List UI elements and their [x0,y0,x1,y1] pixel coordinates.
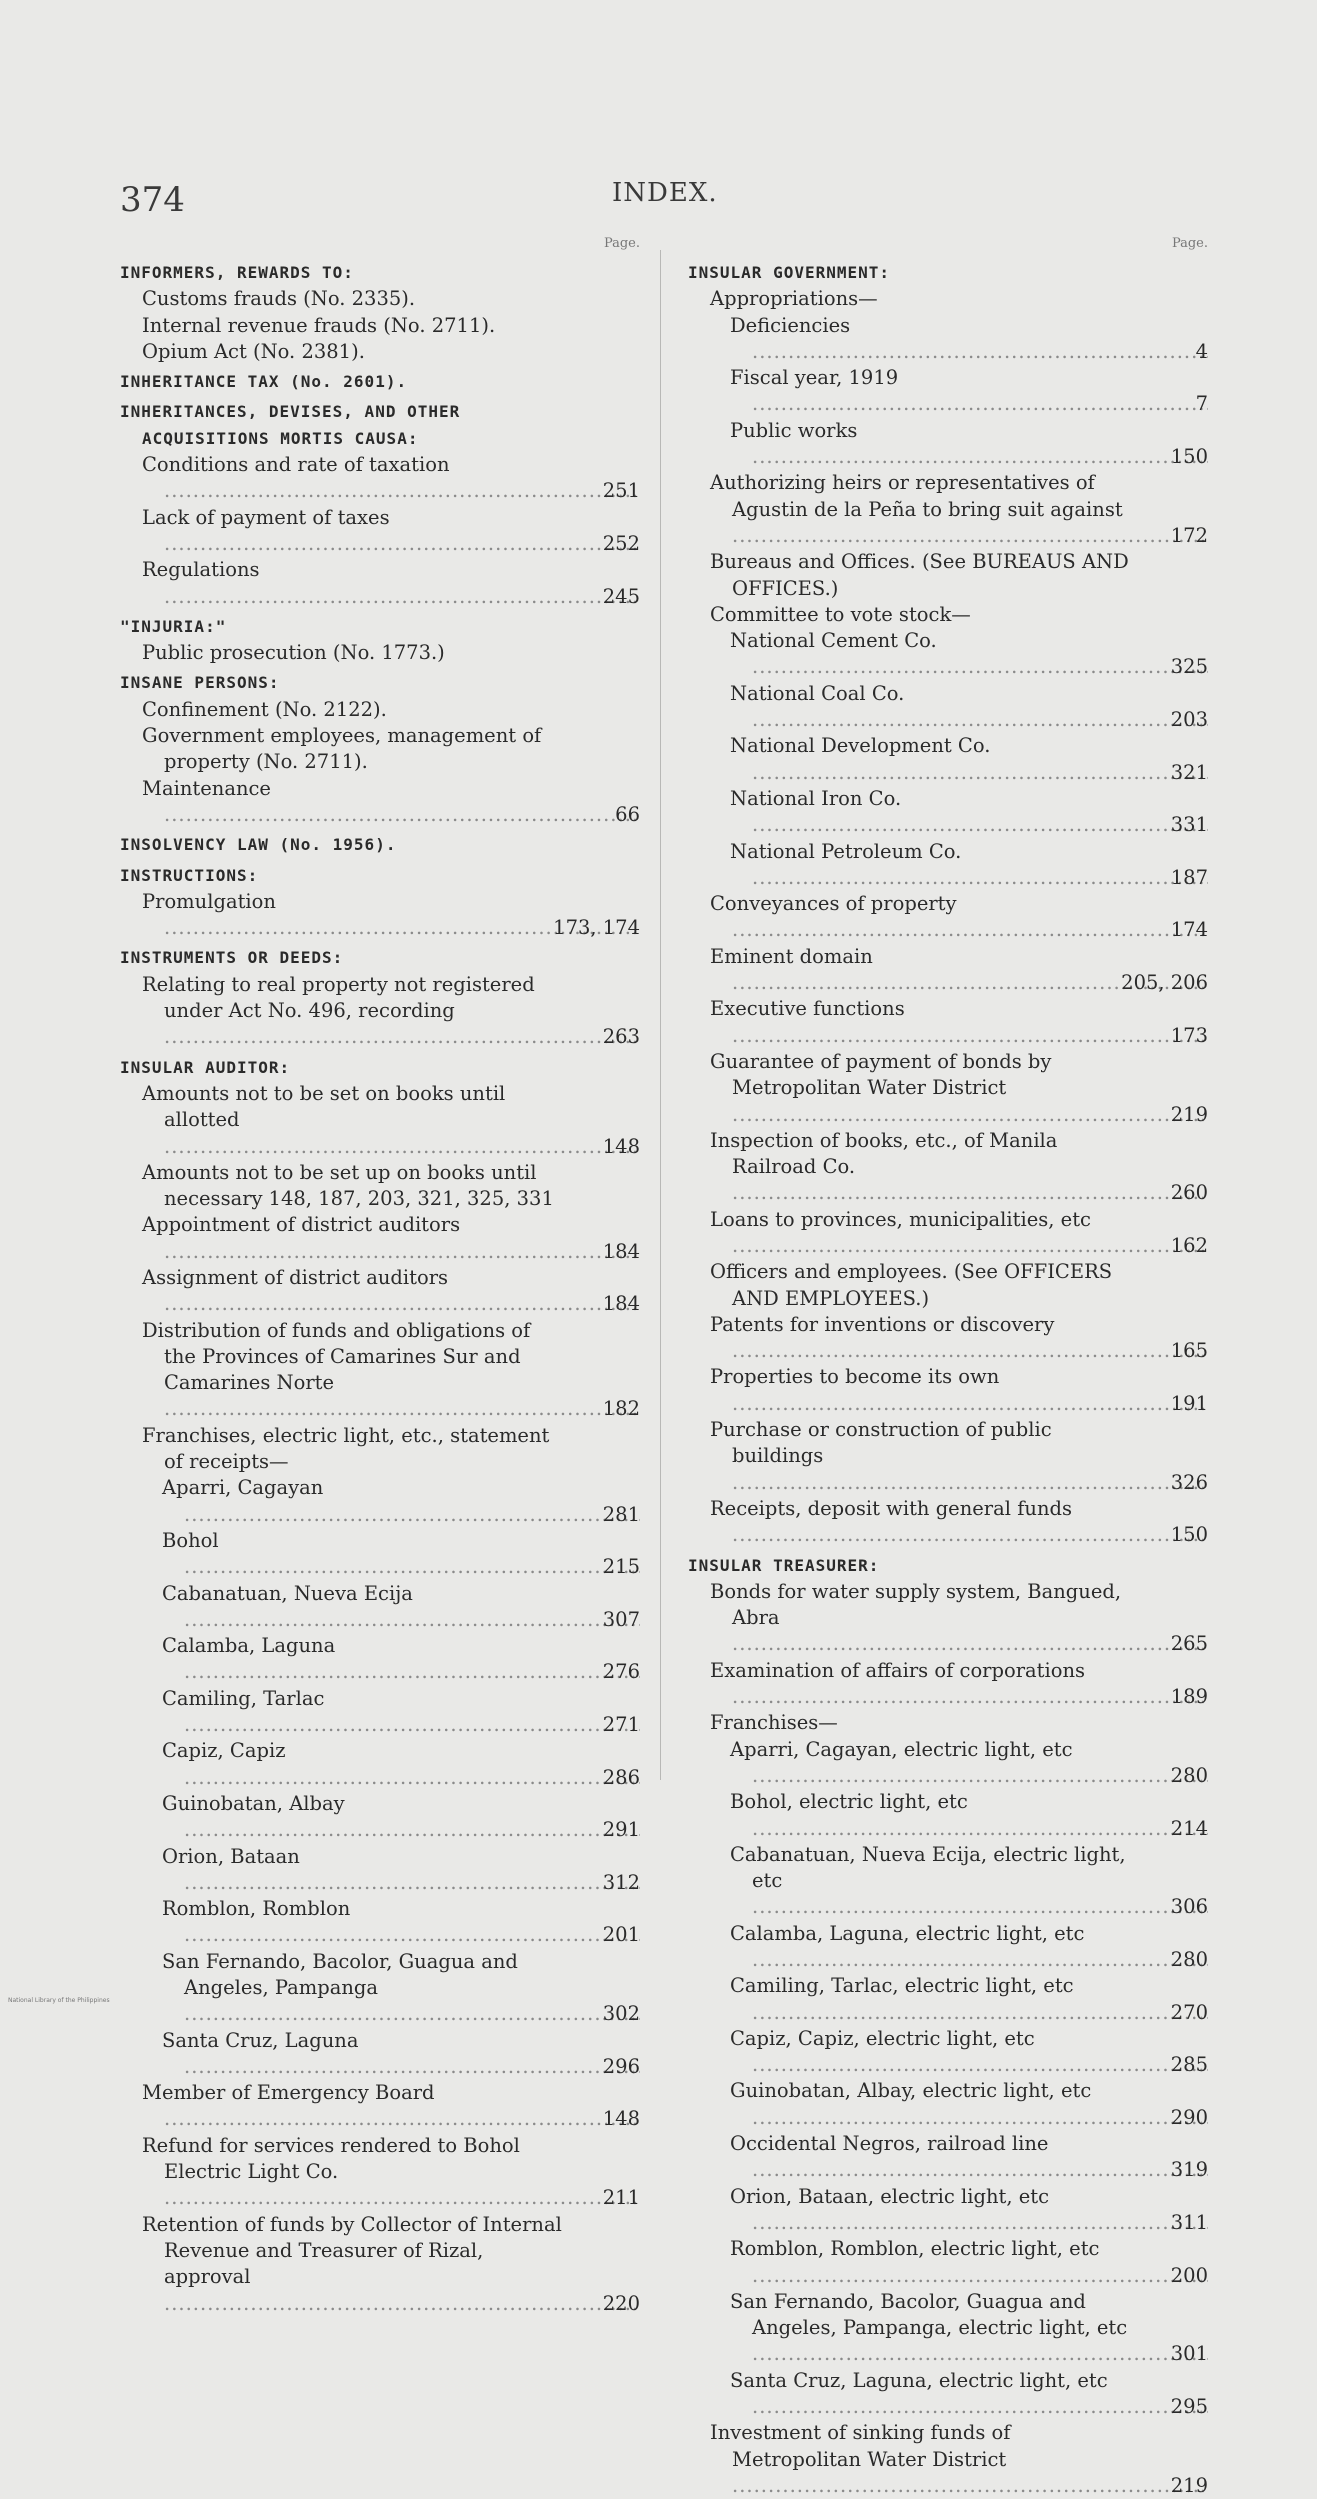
index-entry [688,470,1208,549]
index-entry [120,1212,640,1265]
index-entry [688,628,1208,681]
entry-text: Bureaus and Offices. (See BUREAUS AND OFFICES.) [710,550,1129,600]
index-entry [688,2368,1208,2421]
entry-page-ref: 148 [602,1134,640,1158]
entry-text: Calamba, Laguna ..... [162,1634,640,1683]
index-entry [120,339,640,365]
entry-text: San Fernando, Bacolor, Guagua and Angeles, Pampanga ..... [162,1950,640,2026]
index-entry [688,313,1208,366]
index-entry [688,1496,1208,1549]
page-column-label: Page. [1171,236,1208,251]
index-entry [688,1049,1208,1128]
entry-page-ref: 319 [1170,2158,1208,2182]
index-entry [688,602,1208,628]
entry-text: Executive functions ..... [710,997,1208,1046]
index-entry [120,1475,640,1528]
entry-page-ref: 187 [1170,865,1208,889]
entry-text: Santa Cruz, Laguna, electric light, etc ..... [730,2369,1208,2418]
entry-page-ref: 189 [1170,1685,1208,1709]
entry-text: INSOLVENCY LAW (No. 1956). [120,835,397,855]
index-column-left [120,236,640,2317]
entry-text: Confinement (No. 2122). [142,697,387,721]
entry-text: Guinobatan, Albay, electric light, etc ..... [730,2079,1208,2128]
index-column-right [688,236,1208,2499]
index-entry [688,786,1208,839]
index-entry [688,1259,1208,1312]
index-entry [120,2080,640,2133]
entry-page-ref: 165 [1170,1339,1208,1363]
entry-page-ref: 184 [602,1239,640,1263]
entry-page-ref: 301 [1170,2342,1208,2366]
index-heading [688,260,1208,286]
index-entry [688,365,1208,418]
entry-text: Inspection of books, etc., of Manila Railroad Co. ..... [710,1129,1208,1205]
index-entry [120,1686,640,1739]
entry-text: Lack of payment of taxes ..... [142,506,640,555]
index-entry [120,1949,640,2028]
entry-text: Eminent domain ..... [710,945,1208,994]
index-entry [688,996,1208,1049]
entry-text: Appointment of district auditors ..... [142,1213,640,1262]
entry-text: INHERITANCES, DEVISES, AND OTHER ACQUISITIONS MORTIS CAUSA: [120,402,461,448]
entry-page-ref: 270 [1170,2000,1208,2024]
entry-text: Distribution of funds and obligations of the Provinces of Camarines Sur and Camarines Norte ..... [142,1319,640,1421]
entry-page-ref: 211 [602,2186,640,2210]
page-column-label: Page. [603,236,640,251]
entry-text: Capiz, Capiz, electric light, etc ..... [730,2027,1208,2076]
entry-page-ref: 307 [602,1607,640,1631]
index-entry [688,733,1208,786]
index-heading [120,863,640,889]
entry-page-ref: 280 [1170,1763,1208,1787]
entry-page-ref: 162 [1170,1233,1208,1257]
entry-page-ref: 7 [1195,392,1208,416]
entry-text: Authorizing heirs or representatives of Agustin de la Peña to bring suit against ..... [710,471,1208,547]
index-entry [688,2026,1208,2079]
entry-text: Romblon, Romblon ..... [162,1897,640,1946]
index-entry [688,418,1208,471]
index-entry [120,313,640,339]
entry-text: Opium Act (No. 2381). [142,339,365,363]
entry-text: Internal revenue frauds (No. 2711). [142,313,496,337]
entry-page-ref: 251 [602,479,640,503]
index-entry [688,1128,1208,1207]
entry-text: Orion, Bataan ..... [162,1845,640,1894]
index-entry [120,1791,640,1844]
entry-text: National Iron Co. ..... [730,787,1208,836]
entry-page-ref: 296 [602,2054,640,2078]
entry-text: Assignment of district auditors ..... [142,1266,640,1315]
entry-text: Bonds for water supply system, Bangued, Abra ..... [710,1580,1208,1656]
entry-text: Regulations ..... [142,558,640,607]
entry-page-ref: 173, 174 [553,916,640,940]
index-entry [120,1318,640,1423]
entry-page-ref: 66 [615,802,640,826]
index-entry [688,2078,1208,2131]
index-entry [688,1207,1208,1260]
entry-text: Aparri, Cagayan, electric light, etc ..... [730,1738,1208,1787]
index-entry [688,2289,1208,2368]
entry-text: INSULAR TREASURER: [688,1555,880,1575]
index-entry [688,1973,1208,2026]
entry-page-ref: 271 [602,1713,640,1737]
index-entry [688,1710,1208,1736]
entry-page-ref: 182 [602,1397,640,1421]
entry-page-ref: 148 [602,2107,640,2131]
index-entry [688,2184,1208,2237]
entry-page-ref: 295 [1170,2395,1208,2419]
entry-text: Capiz, Capiz ..... [162,1739,640,1788]
index-entry [688,549,1208,602]
index-entry [120,557,640,610]
entry-text: Promulgation ..... [142,890,640,939]
index-entry [120,2133,640,2212]
index-entry [120,2028,640,2081]
index-heading [120,945,640,971]
entry-text: Calamba, Laguna, electric light, etc ..... [730,1922,1208,1971]
index-entry [120,1896,640,1949]
index-entry [120,1633,640,1686]
index-heading [120,832,640,858]
index-entry [120,452,640,505]
entry-page-ref: 290 [1170,2105,1208,2129]
entry-page-ref: 245 [602,584,640,608]
index-entry [120,1581,640,1634]
index-entry [120,286,640,312]
entry-text: Occidental Negros, railroad line ..... [730,2132,1208,2181]
index-entry [688,2236,1208,2289]
entry-page-ref: 191 [1170,1391,1208,1415]
entry-page-ref: 312 [602,1870,640,1894]
index-entry [120,697,640,723]
entry-text: National Petroleum Co. ..... [730,840,1208,889]
entry-text: INSTRUCTIONS: [120,865,259,885]
entry-text: Franchises— [710,1711,838,1735]
entry-page-ref: 184 [602,1292,640,1316]
entry-page-ref: 326 [1170,1470,1208,1494]
entry-page-ref: 265 [1170,1632,1208,1656]
entry-text: Retention of funds by Collector of Internal Revenue and Treasurer of Rizal, approval ..... [142,2213,640,2315]
entry-page-ref: 311 [1170,2210,1208,2234]
entry-text: INHERITANCE TAX (No. 2601). [120,372,408,392]
entry-text: Aparri, Cagayan ..... [162,1476,640,1525]
entry-text: Committee to vote stock— [710,602,971,626]
entry-page-ref: 285 [1170,2053,1208,2077]
entry-text: Properties to become its own ..... [710,1365,1208,1414]
entry-text: Customs frauds (No. 2335). [142,287,416,311]
entry-text: Refund for services rendered to Bohol Electric Light Co. ..... [142,2134,640,2210]
entry-page-ref: 331 [1170,813,1208,837]
index-entry [120,2212,640,2317]
entry-text: Investment of sinking funds of Metropolitan Water District ..... [710,2421,1208,2497]
index-entry [120,1265,640,1318]
entry-page-ref: 286 [602,1765,640,1789]
entry-page-ref: 4 [1195,339,1208,363]
entry-page-ref: 306 [1170,1895,1208,1919]
entry-page-ref: 219 [1170,1102,1208,1126]
entry-text: Member of Emergency Board ..... [142,2081,640,2130]
entry-page-ref: 302 [602,2002,640,2026]
index-entry [120,1844,640,1897]
index-entry [688,839,1208,892]
entry-page-ref: 219 [1170,2473,1208,2497]
entry-text: Camiling, Tarlac ..... [162,1687,640,1736]
entry-text: Camiling, Tarlac, electric light, etc ..... [730,1974,1208,2023]
index-entry [688,1364,1208,1417]
index-heading [120,1055,640,1081]
entry-text: INSTRUMENTS OR DEEDS: [120,948,344,968]
entry-text: INFORMERS, REWARDS TO: [120,263,354,282]
library-footer: National Library of the Philippines [8,1997,110,2004]
entry-text: Romblon, Romblon, electric light, etc ..... [730,2237,1208,2286]
column-divider [660,250,661,1780]
entry-page-ref: 215 [602,1555,640,1579]
index-entry [688,944,1208,997]
entry-text: Public works ..... [730,419,1208,468]
index-entry [120,776,640,829]
entry-text: Cabanatuan, Nueva Ecija ..... [162,1582,640,1631]
index-entry [120,1423,640,1476]
index-heading [120,614,640,640]
index-entry [688,1789,1208,1842]
entry-page-ref: 220 [602,2291,640,2315]
index-heading [120,369,640,395]
entry-text: Relating to real property not registered under Act No. 496, recording ..... [142,973,640,1049]
entry-text: Examination of affairs of corporations ..... [710,1659,1208,1708]
entry-page-ref: 325 [1170,655,1208,679]
entry-page-ref: 200 [1170,2263,1208,2287]
entry-page-ref: 174 [1170,918,1208,942]
entry-text: Patents for inventions or discovery ..... [710,1313,1208,1362]
entry-text: Orion, Bataan, electric light, etc ..... [730,2185,1208,2234]
index-entry [688,2131,1208,2184]
entry-page-ref: 203 [1170,708,1208,732]
entry-text: Conveyances of property ..... [710,892,1208,941]
index-entry [688,1312,1208,1365]
index-entry [688,1417,1208,1496]
index-entry [688,891,1208,944]
entry-text: Fiscal year, 1919 ..... [730,366,1208,415]
index-entry [120,1738,640,1791]
page-number: 374 [120,180,185,220]
entry-page-ref: 201 [602,1923,640,1947]
entry-page-ref: 260 [1170,1181,1208,1205]
index-entry [120,1081,640,1160]
index-entry [120,1528,640,1581]
index-entry [688,681,1208,734]
entry-page-ref: 276 [602,1660,640,1684]
entry-text: San Fernando, Bacolor, Guagua and Angeles, Pampanga, electric light, etc ..... [730,2290,1208,2366]
entry-text: Public prosecution (No. 1773.) [142,641,445,665]
entry-page-ref: 148, 187, 203, 321, 325, 331 [268,1187,554,1211]
index-entry [120,640,640,666]
index-entry [120,972,640,1051]
entry-text: Conditions and rate of taxation ..... [142,453,640,502]
entry-text: INSULAR AUDITOR: [120,1057,291,1077]
entry-page-ref: 205, 206 [1121,971,1208,995]
index-entry [688,2420,1208,2499]
entry-page-ref: 214 [1170,1816,1208,1840]
entry-page-ref: 252 [602,531,640,555]
index-entry [120,889,640,942]
entry-page-ref: 321 [1170,760,1208,784]
index-entry [120,1160,640,1213]
entry-text: Appropriations— [710,287,878,311]
index-entry [688,1737,1208,1790]
entry-text: Loans to provinces, municipalities, etc ..... [710,1208,1208,1257]
entry-page-ref: 150 [1170,445,1208,469]
index-entry [688,1579,1208,1658]
entry-page-ref: 263 [602,1025,640,1049]
entry-page-ref: 173 [1170,1023,1208,1047]
entry-page-ref: 150 [1170,1523,1208,1547]
entry-text: Bohol ..... [162,1529,640,1578]
entry-page-ref: 281 [602,1502,640,1526]
entry-text: INSULAR GOVERNMENT: [688,263,891,282]
entry-text: Amounts not to be set up on books until necessary [142,1160,537,1211]
index-entry [688,1842,1208,1921]
index-entry [688,1921,1208,1974]
entry-text: Guarantee of payment of bonds by Metropolitan Water District ..... [710,1050,1208,1126]
entry-text: Government employees, management of property (No. 2711). [142,724,542,774]
entry-text: Receipts, deposit with general funds ..... [710,1497,1208,1546]
entry-text: Bohol, electric light, etc ..... [730,1790,1208,1839]
entry-text: Amounts not to be set on books until allotted ..... [142,1082,640,1158]
entry-text: Guinobatan, Albay ..... [162,1792,640,1841]
entry-text: Cabanatuan, Nueva Ecija, electric light, etc ..... [730,1843,1208,1919]
entry-text: Purchase or construction of public buildings ..... [710,1418,1208,1494]
entry-page-ref: 291 [602,1818,640,1842]
entry-text: INSANE PERSONS: [120,673,280,693]
index-heading [120,260,640,286]
entry-page-ref: 172 [1170,523,1208,547]
index-entry [120,505,640,558]
entry-text: Maintenance ..... [142,777,640,826]
entry-text: Santa Cruz, Laguna ..... [162,2029,640,2078]
entry-text: Deficiencies ..... [730,314,1208,363]
index-entry [688,286,1208,312]
entry-text: Franchises, electric light, etc., statement of receipts— [142,1423,550,1474]
index-heading [688,1553,1208,1579]
entry-text: National Coal Co. ..... [730,682,1208,731]
index-heading [120,670,640,696]
index-heading [120,399,640,452]
entry-text: National Development Co. ..... [730,734,1208,783]
index-entry [688,1658,1208,1711]
index-entry [120,723,640,776]
running-head: INDEX. [612,178,718,208]
entry-text: "INJURIA:" [120,616,227,636]
entry-page-ref: 280 [1170,1948,1208,1971]
entry-text: National Cement Co. ..... [730,629,1208,678]
entry-text: Officers and employees. (See OFFICERS AND EMPLOYEES.) [710,1260,1113,1310]
